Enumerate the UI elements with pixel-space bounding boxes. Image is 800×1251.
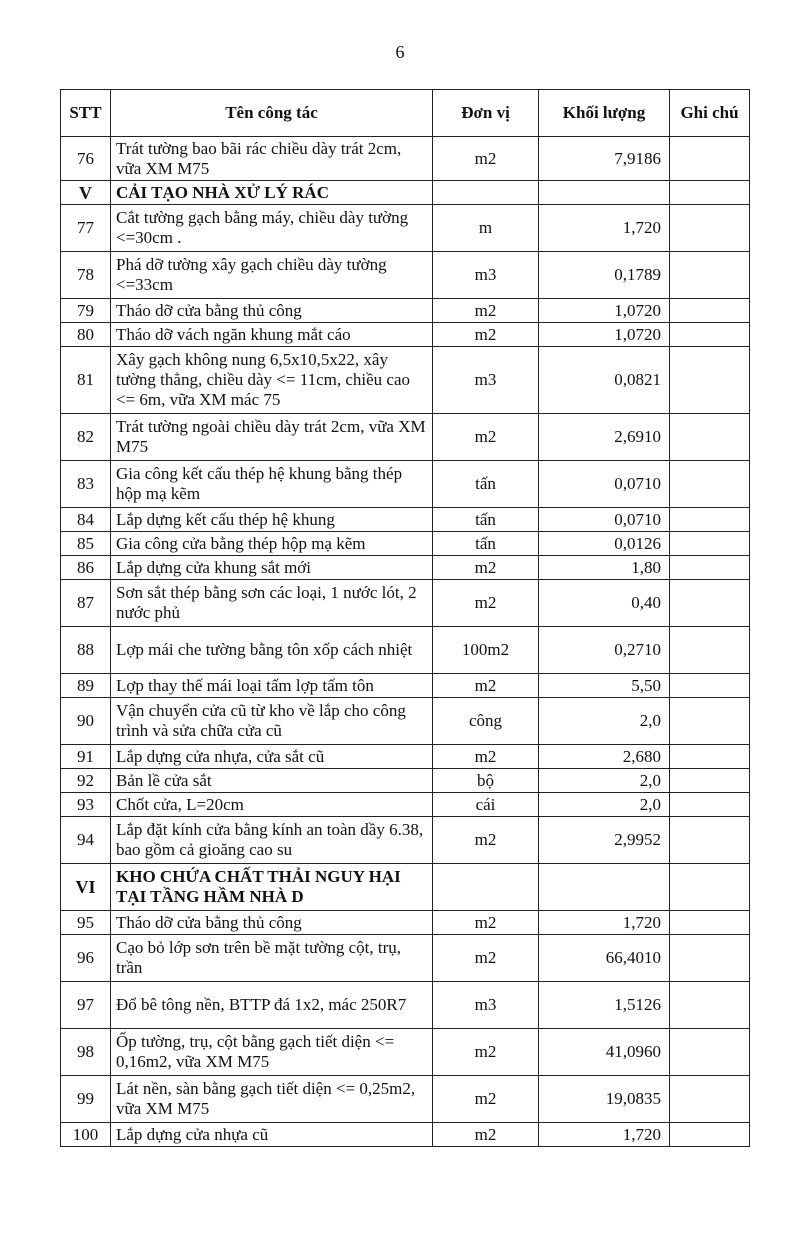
task-name-cell: CẢI TẠO NHÀ XỬ LÝ RÁC [111, 181, 433, 205]
unit-cell: m2 [433, 323, 539, 347]
note-cell [670, 181, 750, 205]
task-name-cell: Lát nền, sàn bằng gạch tiết diện <= 0,25m2, vữa XM M75 [111, 1076, 433, 1123]
note-cell [670, 137, 750, 181]
stt-cell: V [61, 181, 111, 205]
note-cell [670, 745, 750, 769]
quantity-cell: 5,50 [539, 674, 670, 698]
task-name-cell: Bản lề cửa sắt [111, 769, 433, 793]
task-name-cell: Lắp đặt kính cửa bằng kính an toàn dầy 6.38, bao gồm cả gioăng cao su [111, 817, 433, 864]
note-cell [670, 935, 750, 982]
table-body [61, 137, 750, 1147]
unit-cell: m2 [433, 745, 539, 769]
task-name-cell: Trát tường ngoài chiều dày trát 2cm, vữa XM M75 [111, 414, 433, 461]
table-row [61, 347, 750, 414]
header-note: Ghi chú [670, 90, 750, 137]
unit-cell: tấn [433, 461, 539, 508]
table-row [61, 299, 750, 323]
unit-cell: m2 [433, 1123, 539, 1147]
task-name-cell: Phá dỡ tường xây gạch chiều dày tường <=33cm [111, 252, 433, 299]
quantity-cell: 1,720 [539, 1123, 670, 1147]
quantity-cell: 0,0710 [539, 461, 670, 508]
note-cell [670, 205, 750, 252]
header-stt: STT [61, 90, 111, 137]
unit-cell: m2 [433, 299, 539, 323]
unit-cell: m2 [433, 556, 539, 580]
note-cell [670, 698, 750, 745]
note-cell [670, 982, 750, 1029]
task-name-cell: Lợp mái che tường bằng tôn xốp cách nhiệt [111, 627, 433, 674]
stt-cell: 79 [61, 299, 111, 323]
task-name-cell: Tháo dỡ cửa bằng thủ công [111, 299, 433, 323]
unit-cell: m [433, 205, 539, 252]
task-name-cell: Tháo dỡ cửa bằng thủ công [111, 911, 433, 935]
unit-cell: m2 [433, 935, 539, 982]
quantity-cell: 1,80 [539, 556, 670, 580]
table-row [61, 935, 750, 982]
table-row [61, 769, 750, 793]
unit-cell: cái [433, 793, 539, 817]
stt-cell: 93 [61, 793, 111, 817]
stt-cell: 78 [61, 252, 111, 299]
table-row [61, 556, 750, 580]
note-cell [670, 817, 750, 864]
unit-cell: m3 [433, 347, 539, 414]
quantity-cell: 2,6910 [539, 414, 670, 461]
quantity-cell: 7,9186 [539, 137, 670, 181]
task-name-cell: Ốp tường, trụ, cột bằng gạch tiết diện <= 0,16m2, vữa XM M75 [111, 1029, 433, 1076]
stt-cell: 80 [61, 323, 111, 347]
quantity-cell: 1,5126 [539, 982, 670, 1029]
unit-cell: m2 [433, 1029, 539, 1076]
note-cell [670, 627, 750, 674]
quantity-cell: 1,720 [539, 911, 670, 935]
table-row [61, 698, 750, 745]
note-cell [670, 864, 750, 911]
table-header-row [61, 90, 750, 137]
quantity-cell: 66,4010 [539, 935, 670, 982]
quantity-cell: 1,0720 [539, 299, 670, 323]
task-name-cell: Gia công kết cấu thép hệ khung bằng thép hộp mạ kẽm [111, 461, 433, 508]
stt-cell: 86 [61, 556, 111, 580]
stt-cell: 76 [61, 137, 111, 181]
table-row [61, 323, 750, 347]
unit-cell: m3 [433, 982, 539, 1029]
stt-cell: 92 [61, 769, 111, 793]
quantity-cell: 19,0835 [539, 1076, 670, 1123]
unit-cell: m2 [433, 580, 539, 627]
table-row [61, 982, 750, 1029]
stt-cell: 77 [61, 205, 111, 252]
section-row [61, 864, 750, 911]
note-cell [670, 299, 750, 323]
table-row [61, 1123, 750, 1147]
unit-cell: m2 [433, 137, 539, 181]
task-name-cell: Lắp dựng cửa nhựa cũ [111, 1123, 433, 1147]
section-row [61, 181, 750, 205]
quantity-cell: 0,2710 [539, 627, 670, 674]
note-cell [670, 461, 750, 508]
task-name-cell: Lắp dựng cửa nhựa, cửa sắt cũ [111, 745, 433, 769]
task-name-cell: Vận chuyển cửa cũ từ kho về lắp cho công trình và sửa chữa cửa cũ [111, 698, 433, 745]
note-cell [670, 532, 750, 556]
stt-cell: 88 [61, 627, 111, 674]
task-name-cell: Đổ bê tông nền, BTTP đá 1x2, mác 250R7 [111, 982, 433, 1029]
stt-cell: 94 [61, 817, 111, 864]
quantity-cell: 0,1789 [539, 252, 670, 299]
quantity-cell: 0,0126 [539, 532, 670, 556]
unit-cell: tấn [433, 508, 539, 532]
note-cell [670, 252, 750, 299]
task-name-cell: Tháo dỡ vách ngăn khung mắt cáo [111, 323, 433, 347]
note-cell [670, 347, 750, 414]
table-row [61, 817, 750, 864]
task-name-cell: Cắt tường gạch bằng máy, chiều dày tường <=30cm . [111, 205, 433, 252]
quantity-cell: 0,0710 [539, 508, 670, 532]
quantity-cell: 1,0720 [539, 323, 670, 347]
header-unit: Đơn vị [433, 90, 539, 137]
stt-cell: 95 [61, 911, 111, 935]
note-cell [670, 508, 750, 532]
table-row [61, 414, 750, 461]
task-name-cell: Lắp dựng cửa khung sắt mới [111, 556, 433, 580]
stt-cell: VI [61, 864, 111, 911]
quantity-cell: 2,9952 [539, 817, 670, 864]
table-row [61, 532, 750, 556]
stt-cell: 85 [61, 532, 111, 556]
note-cell [670, 1123, 750, 1147]
note-cell [670, 793, 750, 817]
table-row [61, 911, 750, 935]
unit-cell [433, 181, 539, 205]
task-name-cell: Gia công cửa bằng thép hộp mạ kẽm [111, 532, 433, 556]
page-number: 6 [395, 42, 405, 62]
table-row [61, 674, 750, 698]
unit-cell: m2 [433, 817, 539, 864]
table-row [61, 793, 750, 817]
quantity-cell: 2,0 [539, 769, 670, 793]
quantity-cell: 1,720 [539, 205, 670, 252]
task-name-cell: Xây gạch không nung 6,5x10,5x22, xây tường thẳng, chiều dày <= 11cm, chiều cao <= 6m, vữa XM mác 75 [111, 347, 433, 414]
stt-cell: 100 [61, 1123, 111, 1147]
work-items-table [60, 89, 750, 1147]
task-name-cell: KHO CHỨA CHẤT THẢI NGUY HẠI TẠI TẦNG HẦM NHÀ D [111, 864, 433, 911]
stt-cell: 91 [61, 745, 111, 769]
quantity-cell: 0,0821 [539, 347, 670, 414]
quantity-cell: 2,680 [539, 745, 670, 769]
table-row [61, 627, 750, 674]
unit-cell: m2 [433, 1076, 539, 1123]
quantity-cell: 2,0 [539, 698, 670, 745]
note-cell [670, 323, 750, 347]
table-row [61, 137, 750, 181]
quantity-cell [539, 864, 670, 911]
table-row [61, 205, 750, 252]
note-cell [670, 911, 750, 935]
task-name-cell: Chốt cửa, L=20cm [111, 793, 433, 817]
stt-cell: 87 [61, 580, 111, 627]
note-cell [670, 1076, 750, 1123]
stt-cell: 90 [61, 698, 111, 745]
task-name-cell: Trát tường bao bãi rác chiều dày trát 2cm, vữa XM M75 [111, 137, 433, 181]
unit-cell [433, 864, 539, 911]
unit-cell: tấn [433, 532, 539, 556]
task-name-cell: Lắp dựng kết cấu thép hệ khung [111, 508, 433, 532]
note-cell [670, 769, 750, 793]
note-cell [670, 674, 750, 698]
note-cell [670, 414, 750, 461]
stt-cell: 89 [61, 674, 111, 698]
stt-cell: 82 [61, 414, 111, 461]
table-row [61, 461, 750, 508]
stt-cell: 81 [61, 347, 111, 414]
task-name-cell: Cạo bỏ lớp sơn trên bề mặt tường cột, trụ, trần [111, 935, 433, 982]
unit-cell: m3 [433, 252, 539, 299]
stt-cell: 83 [61, 461, 111, 508]
stt-cell: 97 [61, 982, 111, 1029]
table-row [61, 252, 750, 299]
table-row [61, 580, 750, 627]
task-name-cell: Lợp thay thế mái loại tấm lợp tấm tôn [111, 674, 433, 698]
table-row [61, 1029, 750, 1076]
quantity-cell: 2,0 [539, 793, 670, 817]
quantity-cell: 0,40 [539, 580, 670, 627]
table-row [61, 1076, 750, 1123]
unit-cell: bộ [433, 769, 539, 793]
stt-cell: 99 [61, 1076, 111, 1123]
stt-cell: 98 [61, 1029, 111, 1076]
quantity-cell [539, 181, 670, 205]
header-quantity: Khối lượng [539, 90, 670, 137]
unit-cell: công [433, 698, 539, 745]
unit-cell: m2 [433, 414, 539, 461]
quantity-cell: 41,0960 [539, 1029, 670, 1076]
task-name-cell: Sơn sắt thép bằng sơn các loại, 1 nước lót, 2 nước phủ [111, 580, 433, 627]
table-row [61, 508, 750, 532]
unit-cell: m2 [433, 674, 539, 698]
note-cell [670, 580, 750, 627]
table-row [61, 745, 750, 769]
stt-cell: 96 [61, 935, 111, 982]
stt-cell: 84 [61, 508, 111, 532]
note-cell [670, 556, 750, 580]
header-task-name: Tên công tác [111, 90, 433, 137]
note-cell [670, 1029, 750, 1076]
unit-cell: 100m2 [433, 627, 539, 674]
unit-cell: m2 [433, 911, 539, 935]
